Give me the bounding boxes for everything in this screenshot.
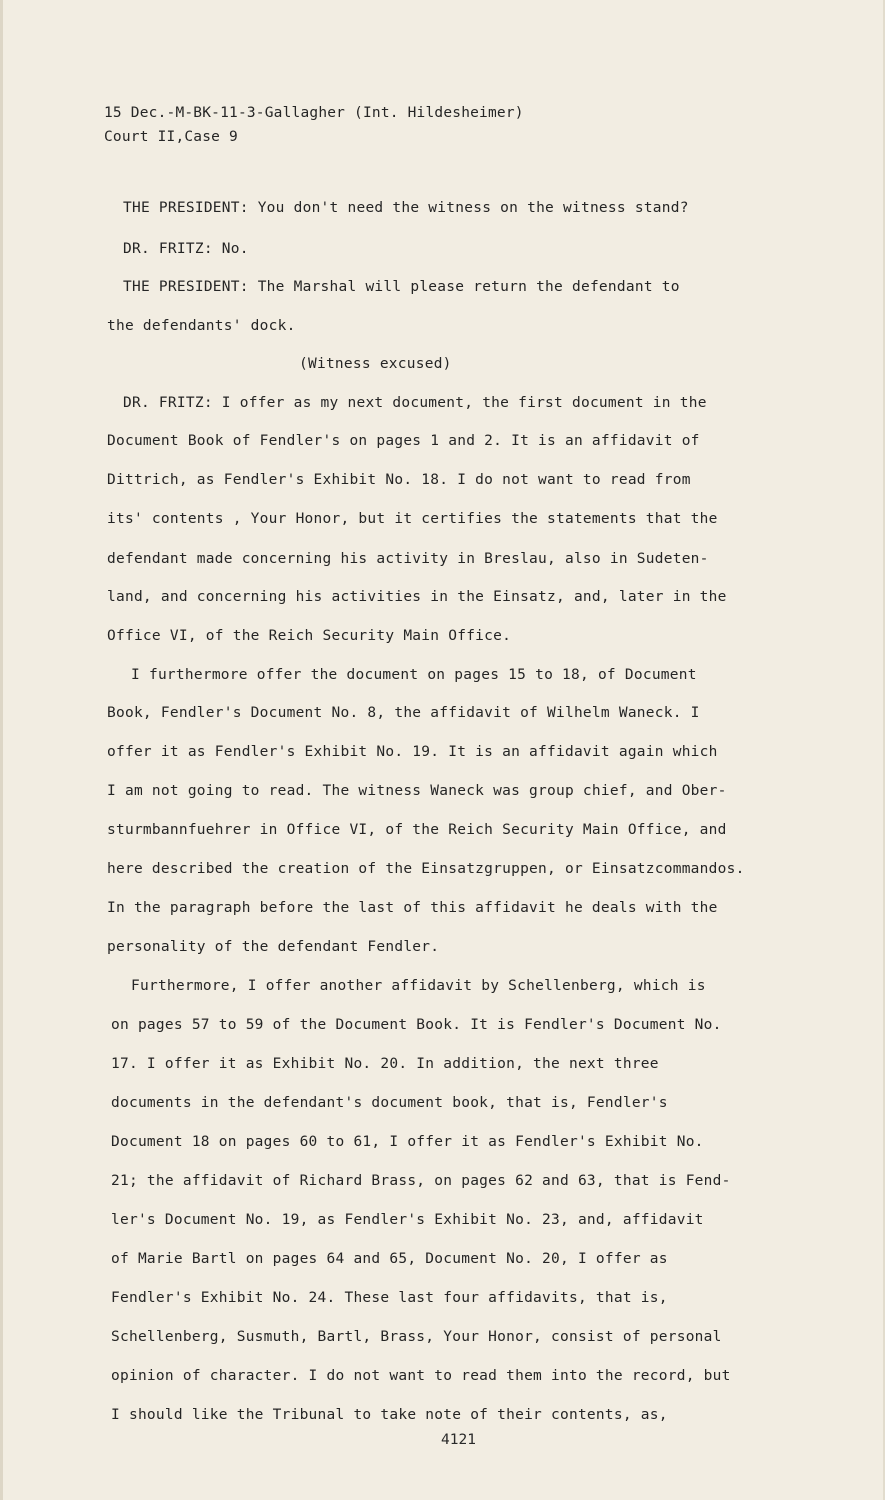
text-line: on pages 57 to 59 of the Document Book. It is Fendler's Document No. [111,1017,722,1033]
text-line: sturmbannfuehrer in Office VI, of the Reich Security Main Office, and [107,822,727,838]
text-line: here described the creation of the Einsatzgruppen, or Einsatzcommandos. [107,861,745,877]
text-line: THE PRESIDENT: The Marshal will please return the defendant to [123,279,680,295]
text-line: Book, Fendler's Document No. 8, the affidavit of Wilhelm Waneck. I [107,705,700,721]
page-header [104,101,524,149]
text-line: of Marie Bartl on pages 64 and 65, Document No. 20, I offer as [111,1251,668,1267]
text-line: I am not going to read. The witness Waneck was group chief, and Ober- [107,783,727,799]
text-line: Schellenberg, Susmuth, Bartl, Brass, Your Honor, consist of personal [111,1329,722,1345]
text-line: 17. I offer it as Exhibit No. 20. In addition, the next three [111,1056,659,1072]
text-line: personality of the defendant Fendler. [107,939,440,955]
text-line: its' contents , Your Honor, but it certifies the statements that the [107,511,718,527]
text-line: Office VI, of the Reich Security Main Office. [107,628,512,644]
page-number: 4121 [441,1432,476,1448]
text-line: THE PRESIDENT: You don't need the witness on the witness stand? [123,200,689,216]
text-line: I should like the Tribunal to take note of their contents, as, [111,1407,668,1423]
text-line: I furthermore offer the document on pages 15 to 18, of Document [131,667,697,683]
text-line: the defendants' dock. [107,318,296,334]
text-line: Fendler's Exhibit No. 24. These last four affidavits, that is, [111,1290,668,1306]
text-line: Dittrich, as Fendler's Exhibit No. 18. I do not want to read from [107,472,691,488]
header-line-1: 15 Dec.-M-BK-11-3-Gallagher (Int. Hildesheimer) [104,105,524,121]
text-line: (Witness excused) [299,356,452,372]
text-line: documents in the defendant's document book, that is, Fendler's [111,1095,668,1111]
text-line: offer it as Fendler's Exhibit No. 19. It is an affidavit again which [107,744,718,760]
header-line-2: Court II,Case 9 [104,129,238,145]
text-line: DR. FRITZ: I offer as my next document, the first document in the [123,395,707,411]
text-line: Document 18 on pages 60 to 61, I offer it as Fendler's Exhibit No. [111,1134,704,1150]
text-line: DR. FRITZ: No. [123,241,249,257]
text-line: ler's Document No. 19, as Fendler's Exhibit No. 23, and, affidavit [111,1212,704,1228]
text-line: 21; the affidavit of Richard Brass, on pages 62 and 63, that is Fend- [111,1173,731,1189]
text-line: Furthermore, I offer another affidavit by Schellenberg, which is [131,978,706,994]
text-line: opinion of character. I do not want to read them into the record, but [111,1368,731,1384]
text-line: Document Book of Fendler's on pages 1 and 2. It is an affidavit of [107,433,700,449]
text-line: In the paragraph before the last of this affidavit he deals with the [107,900,718,916]
text-line: land, and concerning his activities in the Einsatz, and, later in the [107,589,727,605]
text-line: defendant made concerning his activity in Breslau, also in Sudeten- [107,551,709,567]
